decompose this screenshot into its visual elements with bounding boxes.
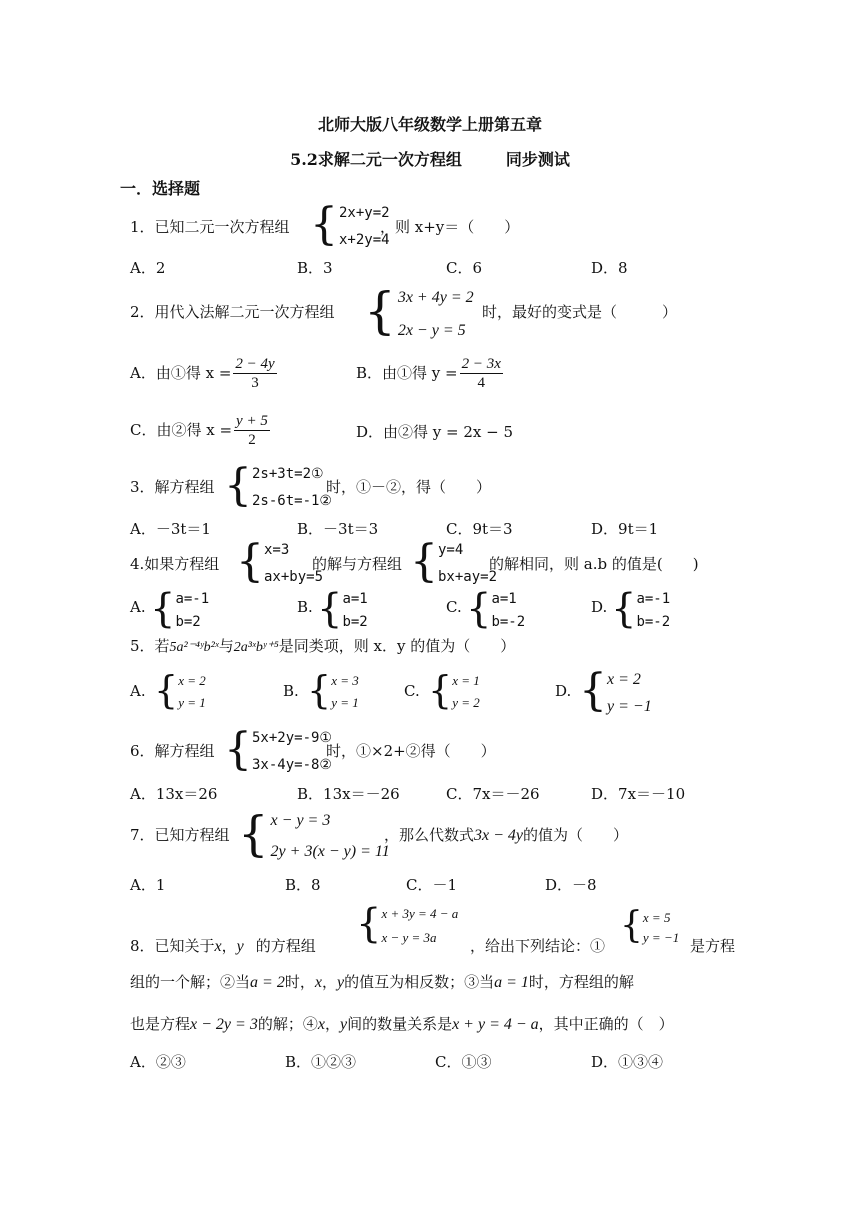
q7-option-d: D．－8 bbox=[545, 876, 597, 894]
q8-l2-d: 时，方程组的解 bbox=[528, 973, 634, 991]
document-subtitle bbox=[0, 147, 860, 170]
q3-option-a: A．－3t＝1 bbox=[130, 520, 211, 538]
brace-icon: { bbox=[150, 586, 176, 632]
q1-option-a: A．2 bbox=[130, 259, 166, 277]
q8-text: 8．已知关于 bbox=[130, 937, 215, 955]
brace-icon: { bbox=[611, 586, 637, 632]
q3-suffix: 时，①－②，得（ ） bbox=[326, 478, 492, 496]
brace-icon: { bbox=[620, 905, 643, 946]
brace-icon: { bbox=[224, 460, 252, 511]
q4-system-2 bbox=[410, 536, 498, 587]
q8-option-b: B．①②③ bbox=[285, 1053, 357, 1071]
q7-suffix: ，那么代数式 bbox=[384, 826, 475, 844]
q2-c-text: C．由②得 x = bbox=[130, 421, 233, 439]
q8-option-c: C．①③ bbox=[435, 1053, 492, 1071]
brace-icon: { bbox=[317, 586, 343, 632]
q5-term2: 2a³ˣbʸ⁺⁵ bbox=[233, 640, 279, 655]
q5-option-a-label: A. bbox=[130, 682, 146, 700]
numerator: 2 − 4y bbox=[235, 356, 275, 372]
q4-option-c bbox=[466, 586, 526, 632]
q8-l3-math1: x − 2y = 3 bbox=[190, 1016, 258, 1033]
q8-l2-a: 组的一个解；②当 bbox=[130, 973, 251, 991]
q7-suffix2: 的值为（ ） bbox=[523, 826, 629, 844]
q8-var-y: y bbox=[339, 1016, 348, 1033]
q6-eq2: 3x-4y=-8② bbox=[252, 757, 332, 774]
q4-d-eq1: a=-1 bbox=[636, 591, 671, 607]
q5-mid: 与 bbox=[218, 637, 234, 655]
q5-option-b bbox=[307, 668, 359, 712]
q2-eq2: 2x − y = 5 bbox=[397, 321, 466, 339]
q4-c-eq1: a=1 bbox=[491, 591, 517, 607]
q1-system bbox=[310, 199, 390, 250]
q8-var-x: x bbox=[214, 938, 222, 955]
q6-eq1: 5x+2y=-9① bbox=[252, 730, 332, 746]
q7-eq2: 2y + 3(x − y) = 11 bbox=[270, 842, 390, 860]
q2-b-text: B．由①得 y = bbox=[356, 364, 458, 382]
q5-a-eq1: x = 2 bbox=[178, 673, 206, 688]
brace-icon: { bbox=[236, 536, 264, 587]
q4-c-eq2: b=-2 bbox=[491, 614, 526, 631]
q5-option-d-label: D. bbox=[555, 682, 572, 700]
q7-option-c: C．－1 bbox=[406, 876, 458, 894]
q5-b-eq1: x = 3 bbox=[331, 673, 359, 688]
q5-suffix: 是同类项，则 x．y 的值为（ ） bbox=[278, 637, 516, 655]
q2-suffix: 时，最好的变式是（ ） bbox=[482, 303, 678, 321]
q5-d-eq2: y = −1 bbox=[607, 697, 652, 715]
q5-option-b-label: B. bbox=[283, 682, 299, 700]
q8-l3-b: 的解；④ bbox=[257, 1015, 318, 1033]
fraction bbox=[234, 412, 270, 449]
q5-option-a bbox=[154, 668, 206, 712]
q4-s1-eq2: ax+by=5 bbox=[264, 569, 324, 586]
q5-b-eq2: y = 1 bbox=[331, 695, 359, 711]
brace-icon: { bbox=[364, 282, 396, 340]
q2-eq1: 3x + 4y = 2 bbox=[397, 289, 474, 306]
q1-prefix: 1．已知二元一次方程组 bbox=[130, 218, 290, 236]
q8-eq1: x + 3y = 4 − a bbox=[381, 906, 459, 921]
brace-icon: { bbox=[154, 668, 179, 712]
q8-l3-a: 也是方程 bbox=[130, 1015, 191, 1033]
q8-sol-eq1: x = 5 bbox=[642, 910, 671, 925]
q8-comma: ， bbox=[321, 973, 337, 991]
q2-system bbox=[364, 282, 474, 340]
q6-prefix: 6．解方程组 bbox=[130, 742, 215, 760]
q8-l2-math2: a = 1 bbox=[494, 974, 529, 991]
q7-option-b: B．8 bbox=[285, 876, 321, 894]
q3-option-d: D．9t＝1 bbox=[591, 520, 659, 538]
q4-s1-eq1: x=3 bbox=[264, 542, 290, 558]
q3-eq2: 2s-6t=-1② bbox=[252, 493, 332, 510]
q8-line2 bbox=[130, 975, 634, 991]
q1-eq2: x+2y=4 bbox=[339, 232, 390, 249]
q8-text-mid: 的方程组 bbox=[255, 937, 316, 955]
q8-var-x: x bbox=[314, 974, 322, 991]
q8-solution-system bbox=[620, 905, 680, 946]
q8-l2-b: 时， bbox=[284, 973, 315, 991]
section-heading: 一．选择题 bbox=[120, 179, 201, 198]
q2-option-a bbox=[130, 355, 279, 392]
q3-option-b: B．－3t＝3 bbox=[297, 520, 379, 538]
q4-s2-eq1: y=4 bbox=[438, 542, 464, 558]
q7-expression: 3x − 4y bbox=[474, 827, 524, 844]
q3-prefix: 3．解方程组 bbox=[130, 478, 215, 496]
q8-l2-c: 的值互为相反数；③当 bbox=[344, 973, 495, 991]
q5-a-eq2: y = 1 bbox=[178, 695, 206, 711]
q5-option-c bbox=[428, 668, 480, 712]
q4-a-eq1: a=-1 bbox=[175, 591, 210, 607]
numerator: 2 − 3x bbox=[461, 356, 501, 372]
q8-l3-c: 间的数量关系是 bbox=[347, 1015, 453, 1033]
q7-prefix: 7．已知方程组 bbox=[130, 826, 230, 844]
q4-middle: 的解与方程组 bbox=[312, 555, 403, 573]
q4-b-eq2: b=2 bbox=[342, 614, 368, 631]
q5-d-eq1: x = 2 bbox=[607, 671, 641, 688]
q6-option-a: A．13x＝26 bbox=[130, 785, 218, 803]
q3-option-c: C．9t＝3 bbox=[446, 520, 513, 538]
q1-suffix: ，则 x+y＝（ ） bbox=[380, 218, 520, 236]
q2-a-text: A．由①得 x = bbox=[130, 364, 232, 382]
q1-eq1: 2x+y=2 bbox=[339, 205, 390, 221]
q2-option-c bbox=[130, 412, 272, 449]
brace-icon: { bbox=[310, 199, 338, 250]
subtitle-topic: 5.2求解二元一次方程组 bbox=[290, 150, 462, 169]
brace-icon: { bbox=[224, 724, 252, 775]
q4-system-1 bbox=[236, 536, 324, 587]
q4-option-d bbox=[611, 586, 671, 632]
q4-d-eq2: b=-2 bbox=[636, 614, 671, 631]
q8-l2-math1: a = 2 bbox=[250, 974, 285, 991]
q8-var-x: x bbox=[317, 1016, 325, 1033]
brace-icon: { bbox=[410, 536, 438, 587]
q8-system bbox=[356, 901, 459, 947]
q8-comma: ， bbox=[324, 1015, 340, 1033]
q4-suffix: 的解相同，则 a.b 的值是( ) bbox=[489, 555, 699, 573]
q3-system bbox=[224, 460, 332, 511]
q6-system bbox=[224, 724, 332, 775]
brace-icon: { bbox=[579, 664, 607, 716]
fraction bbox=[233, 355, 276, 392]
q2-prefix: 2．用代入法解二元一次方程组 bbox=[130, 303, 335, 321]
q6-option-d: D．7x＝－10 bbox=[591, 785, 686, 803]
q8-line3 bbox=[130, 1017, 674, 1033]
brace-icon: { bbox=[428, 668, 453, 712]
q8-sol-eq2: y = −1 bbox=[642, 930, 680, 946]
denominator: 2 bbox=[248, 432, 256, 448]
brace-icon: { bbox=[466, 586, 492, 632]
q7-system bbox=[238, 805, 390, 862]
q6-option-c: C．7x＝－26 bbox=[446, 785, 540, 803]
q8-var-y: y bbox=[236, 938, 244, 955]
q1-option-b: B．3 bbox=[297, 259, 333, 277]
q4-prefix: 4.如果方程组 bbox=[130, 555, 220, 573]
q5-prefix: 5．若 bbox=[130, 637, 170, 655]
denominator: 3 bbox=[251, 375, 259, 391]
q5-option-d bbox=[579, 664, 652, 716]
q6-option-b: B．13x＝－26 bbox=[297, 785, 400, 803]
q5-line bbox=[130, 639, 515, 655]
brace-icon: { bbox=[307, 668, 332, 712]
q8-option-d: D．①③④ bbox=[591, 1053, 664, 1071]
q4-option-d-label: D. bbox=[591, 598, 608, 616]
denominator: 4 bbox=[477, 375, 485, 391]
q8-line1-prefix bbox=[130, 939, 316, 955]
subtitle-test: 同步测试 bbox=[505, 150, 570, 169]
q2-option-b bbox=[356, 355, 505, 392]
q8-eq2: x − y = 3a bbox=[381, 930, 437, 946]
q4-b-eq1: a=1 bbox=[342, 591, 368, 607]
numerator: y + 5 bbox=[236, 413, 268, 429]
q5-term1: 5a²⁻⁴ʸb²ˣ bbox=[169, 640, 219, 655]
brace-icon: { bbox=[356, 901, 382, 947]
q4-option-b-label: B. bbox=[297, 598, 313, 616]
q8-l3-d: ，其中正确的（ ） bbox=[538, 1015, 674, 1033]
q1-option-d: D．8 bbox=[591, 259, 628, 277]
document-title: 北师大版八年级数学上册第五章 bbox=[317, 115, 542, 134]
q4-option-b bbox=[317, 586, 368, 632]
q4-s2-eq2: bx+ay=2 bbox=[438, 569, 498, 586]
q4-option-a-label: A. bbox=[130, 598, 146, 616]
q8-line1-suffix: ，给出下列结论：① bbox=[470, 937, 606, 955]
q6-suffix: 时，①×2+②得（ ） bbox=[326, 742, 496, 760]
q5-c-eq1: x = 1 bbox=[452, 673, 480, 688]
brace-icon: { bbox=[238, 805, 269, 862]
q7-option-a: A．1 bbox=[130, 876, 166, 894]
q8-line1-end: 是方程 bbox=[690, 937, 736, 955]
q2-option-d: D．由②得 y = 2x − 5 bbox=[356, 423, 514, 441]
q7-suffix-line bbox=[384, 828, 628, 844]
q5-c-eq2: y = 2 bbox=[452, 695, 480, 711]
q4-a-eq2: b=2 bbox=[175, 614, 201, 631]
q8-var-y: y bbox=[336, 974, 345, 991]
q8-comma: ， bbox=[221, 937, 237, 955]
q3-eq1: 2s+3t=2① bbox=[252, 466, 324, 482]
q4-option-c-label: C. bbox=[446, 598, 462, 616]
fraction bbox=[460, 355, 503, 392]
q8-l3-math2: x + y = 4 − a bbox=[452, 1016, 539, 1033]
q7-eq1: x − y = 3 bbox=[270, 812, 331, 829]
q4-option-a bbox=[150, 586, 210, 632]
q5-option-c-label: C. bbox=[404, 682, 420, 700]
q1-option-c: C．6 bbox=[446, 259, 483, 277]
q8-option-a: A．②③ bbox=[130, 1053, 186, 1071]
